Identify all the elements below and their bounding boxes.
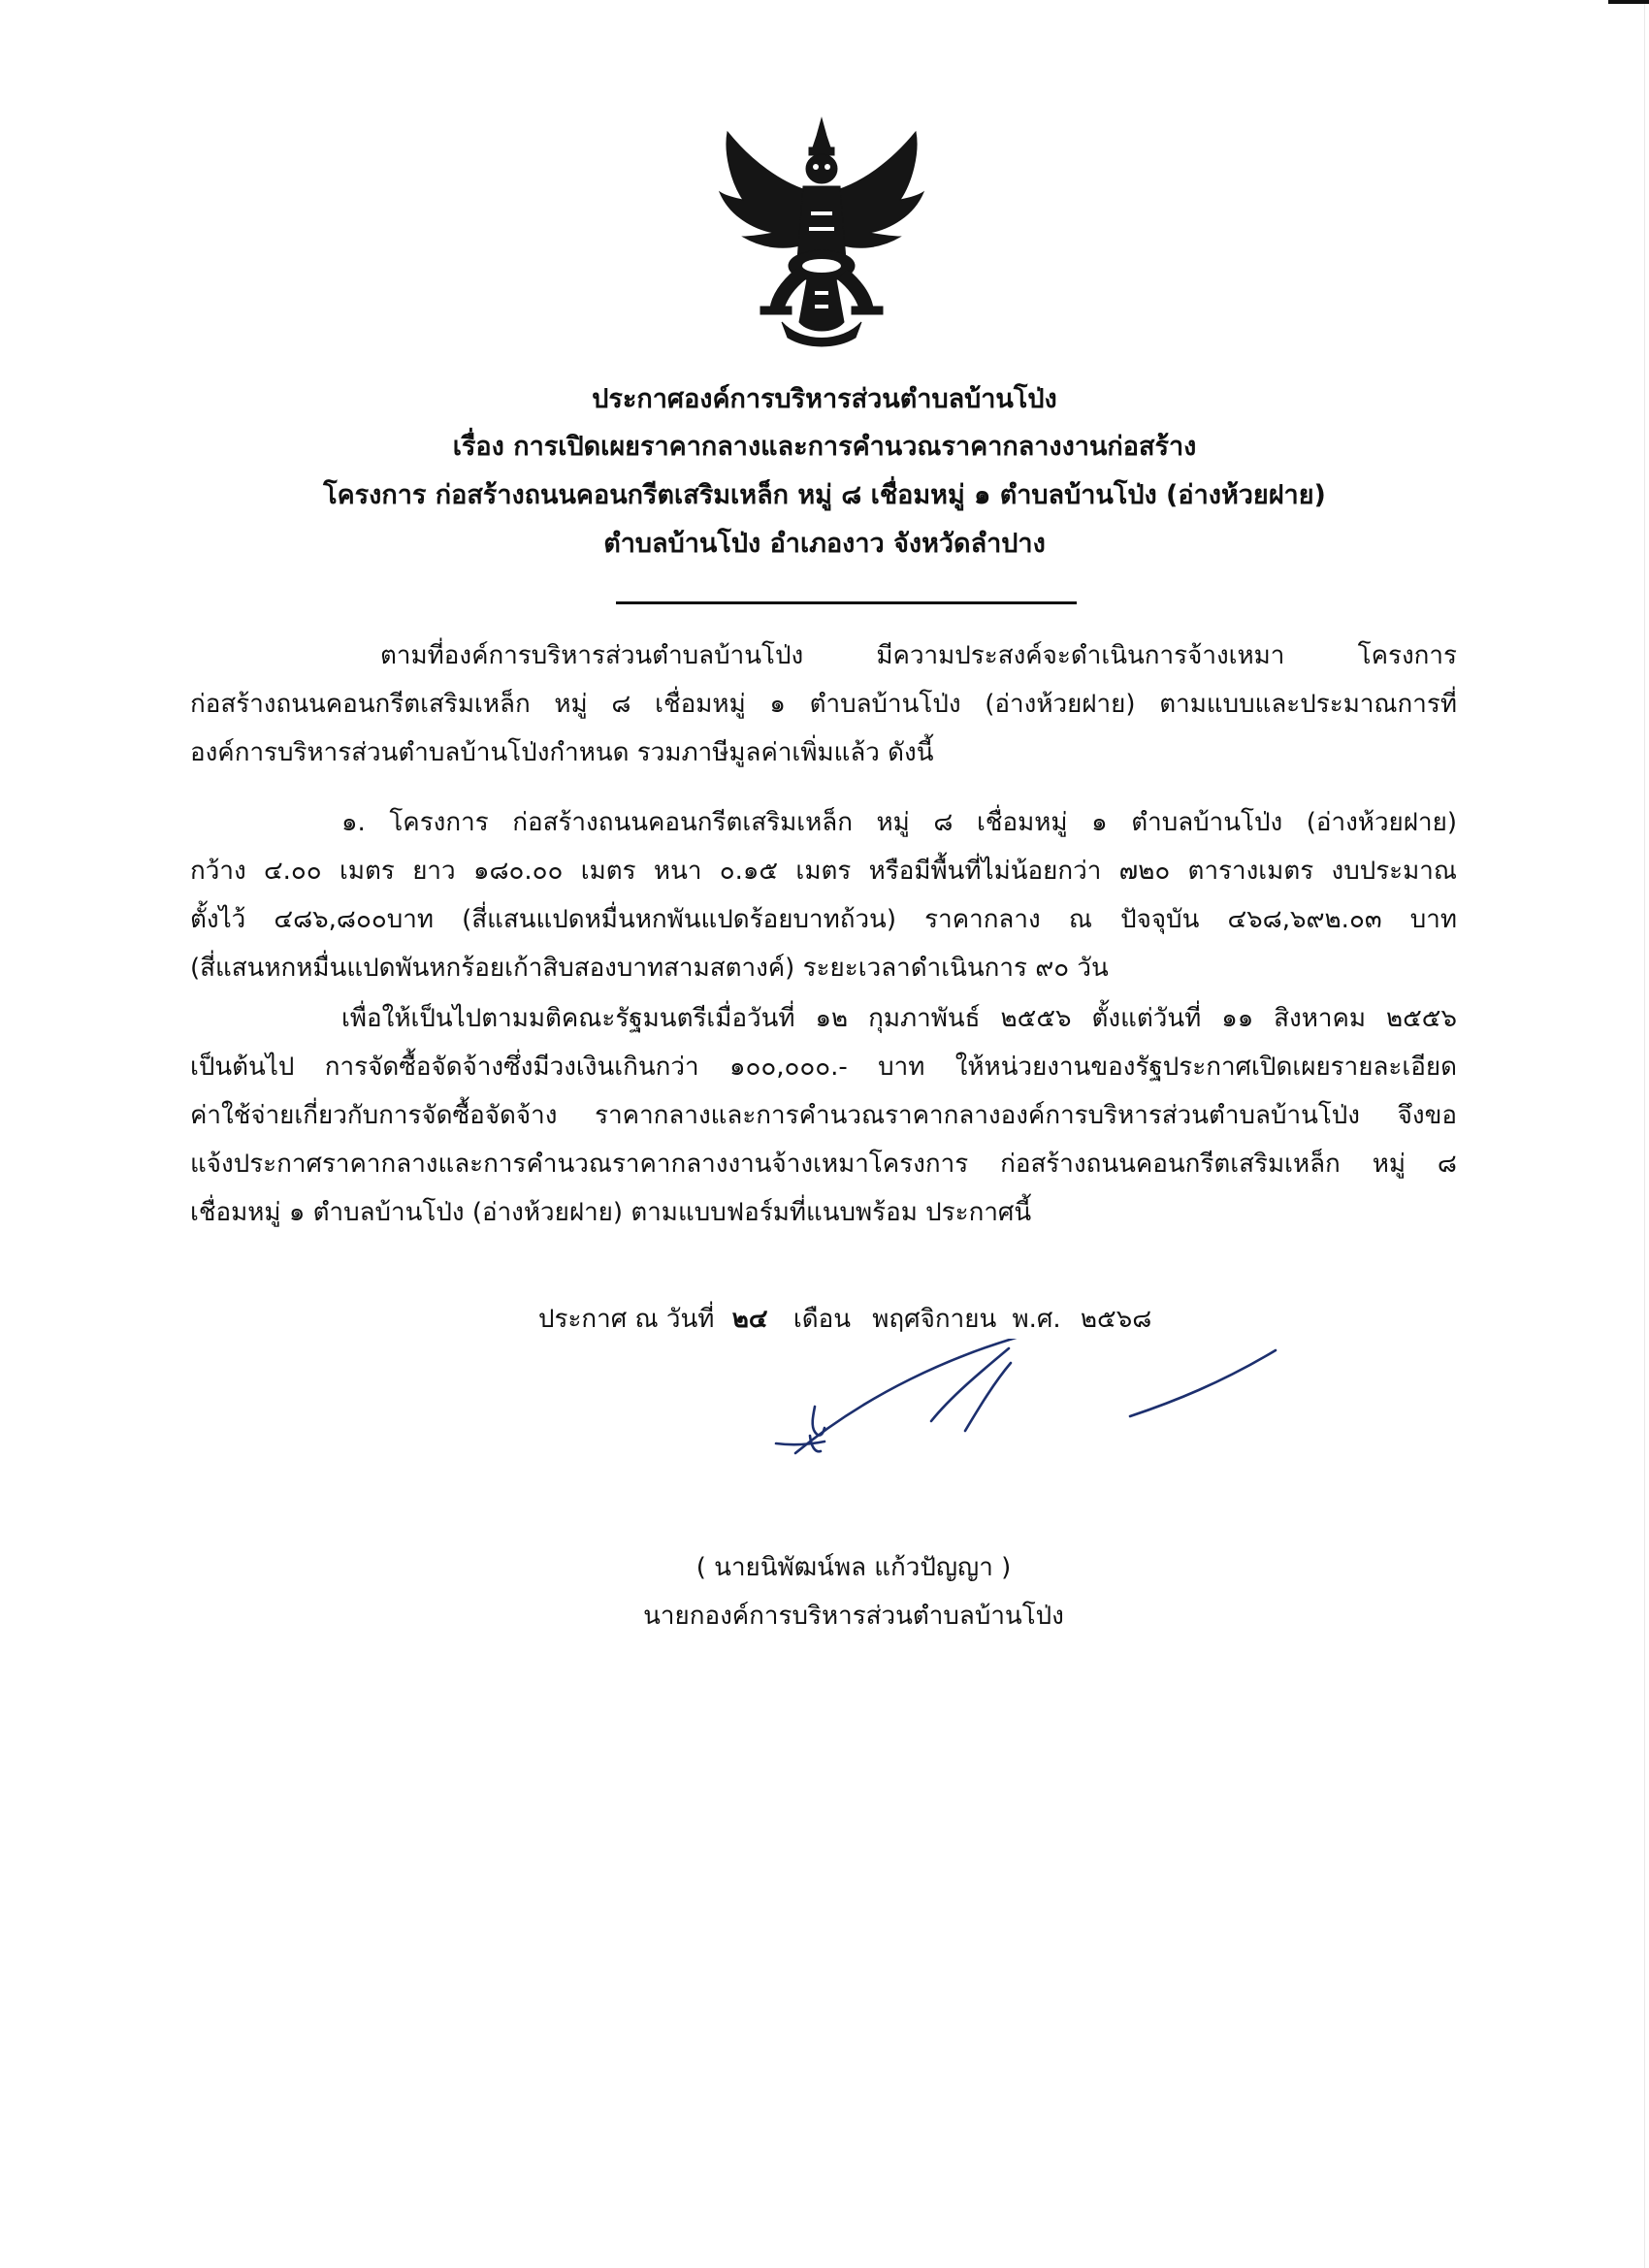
paragraph-2-line-3: ตั้งไว้ ๔๘๖,๘๐๐บาท (สี่แสนแปดหมื่นหกพันแปดร้อยบาทถ้วน) ราคากลาง ณ ปัจจุบัน ๔๖๘,๖๙๒.๐๓ บาท	[190, 905, 1457, 934]
paragraph-3-line-3: ค่าใช้จ่ายเกี่ยวกับการจัดซื้อจัดจ้าง ราคากลางและการคำนวณราคากลางองค์การบริหารส่วนตำบลบ้านโป่ง จึงขอ	[190, 1101, 1457, 1130]
paragraph-2-line-2: กว้าง ๔.๐๐ เมตร ยาว ๑๘๐.๐๐ เมตร หนา ๐.๑๕ เมตร หรือมีพื้นที่ไม่น้อยกว่า ๗๒๐ ตารางเมตร งบประมาณ	[190, 857, 1457, 886]
scan-edge-line	[1644, 0, 1645, 2268]
heading-divider	[616, 601, 1077, 604]
heading-line-2: เรื่อง การเปิดเผยราคากลางและการคำนวณราคากลางงานก่อสร้าง	[452, 432, 1197, 462]
paragraph-3-line-1: เพื่อให้เป็นไปตามมติคณะรัฐมนตรีเมื่อวันที่ ๑๒ กุมภาพันธ์ ๒๕๕๖ ตั้งแต่วันที่ ๑๑ สิงหาคม ๒๕๕๖	[341, 1004, 1457, 1033]
announce-date-month: พฤศจิกายน	[872, 1305, 997, 1334]
announce-date-month-label: เดือน	[792, 1305, 851, 1334]
paragraph-1-line-1: ตามที่องค์การบริหารส่วนตำบลบ้านโป่ง มีความประสงค์จะดำเนินการจ้างเหมา โครงการ	[380, 641, 1457, 670]
scan-edge-mark	[1608, 0, 1649, 4]
paragraph-1-line-3: องค์การบริหารส่วนตำบลบ้านโป่งกำหนด รวมภาษีมูลค่าเพิ่มแล้ว ดังนี้	[190, 738, 934, 767]
paragraph-1-line-2: ก่อสร้างถนนคอนกรีตเสริมเหล็ก หมู่ ๘ เชื่อมหมู่ ๑ ตำบลบ้านโป่ง (อ่างห้วยฝาย) ตามแบบและประมาณการที่	[190, 690, 1457, 719]
signatory-name: ( นายนิพัฒน์พล แก้วปัญญา )	[695, 1553, 1012, 1582]
paragraph-3-line-5: เชื่อมหมู่ ๑ ตำบลบ้านโป่ง (อ่างห้วยฝาย) ตามแบบฟอร์มที่แนบพร้อม ประกาศนี้	[190, 1198, 1032, 1227]
heading-line-3: โครงการ ก่อสร้างถนนคอนกรีตเสริมเหล็ก หมู่ ๘ เชื่อมหมู่ ๑ ตำบลบ้านโป่ง (อ่างห้วยฝาย)	[323, 480, 1326, 510]
paragraph-2-line-1: ๑. โครงการ ก่อสร้างถนนคอนกรีตเสริมเหล็ก หมู่ ๘ เชื่อมหมู่ ๑ ตำบลบ้านโป่ง (อ่างห้วยฝาย)	[341, 808, 1457, 837]
handwritten-signature	[757, 1339, 1300, 1484]
paragraph-3-line-4: แจ้งประกาศราคากลางและการคำนวณราคากลางงานจ้างเหมาโครงการ ก่อสร้างถนนคอนกรีตเสริมเหล็ก หมู่ ๘	[190, 1150, 1457, 1179]
signatory-position: นายกองค์การบริหารส่วนตำบลบ้านโป่ง	[643, 1602, 1064, 1631]
paragraph-3-line-2: เป็นต้นไป การจัดซื้อจัดจ้างซึ่งมีวงเงินเกินกว่า ๑๐๐,๐๐๐.- บาท ให้หน่วยงานของรัฐประกาศเปิดเผยรายละเอียด	[190, 1053, 1457, 1082]
heading-line-1: ประกาศองค์การบริหารส่วนตำบลบ้านโป่ง	[592, 384, 1057, 414]
garuda-emblem-icon	[714, 114, 929, 347]
paragraph-2-line-4: (สี่แสนหกหมื่นแปดพันหกร้อยเก้าสิบสองบาทสามสตางค์) ระยะเวลาดำเนินการ ๙๐ วัน	[190, 954, 1109, 983]
announce-date-prefix: ประกาศ ณ วันที่	[538, 1305, 715, 1334]
heading-line-4: ตำบลบ้านโป่ง อำเภองาว จังหวัดลำปาง	[603, 529, 1046, 559]
announce-date-year-label: พ.ศ.	[1012, 1305, 1061, 1334]
announce-date-year: ๒๕๖๘	[1080, 1305, 1152, 1334]
announce-date	[538, 1300, 1151, 1339]
announce-date-day: ๒๔	[731, 1305, 768, 1334]
